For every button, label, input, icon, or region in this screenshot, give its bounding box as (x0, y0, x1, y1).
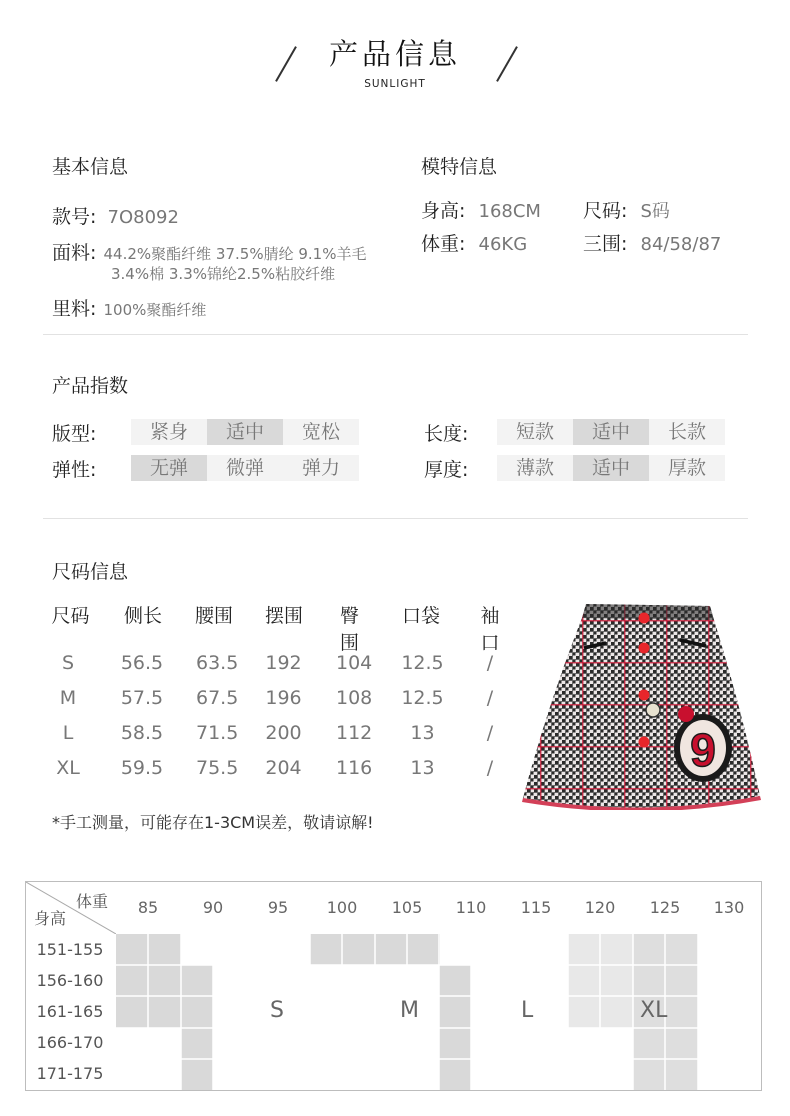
fabric-line2: 3.4%棉 3.3%锦纶2.5%粘胶纤维 (111, 265, 336, 283)
elasticity-option-selected: 无弹 (131, 455, 207, 481)
size-cell: 59.5 (120, 757, 164, 779)
weight-header: 125 (649, 898, 681, 917)
page-subtitle: SUNLIGHT (364, 78, 426, 90)
lining-label: 里料: (52, 298, 97, 320)
style-number-value: 7O8092 (107, 207, 179, 228)
size-header-cell: 尺码 (51, 605, 90, 627)
weight-header: 115 (520, 898, 552, 917)
size-cell: 200 (265, 722, 302, 744)
size-region-s (116, 934, 213, 1090)
size-chart-corner-height: 身高 (34, 909, 67, 928)
size-row-xl (48, 757, 497, 779)
size-cell: / (486, 757, 494, 779)
divider-1 (43, 334, 748, 335)
size-info-title: 尺码信息 (52, 561, 129, 583)
skirt-patch-number: 9 (690, 724, 716, 776)
size-cell: 12.5 (401, 652, 444, 674)
size-cell: 112 (336, 722, 373, 744)
style-number-label: 款号: (52, 206, 97, 228)
weight-header: 130 (713, 898, 745, 917)
lining-value: 100%聚酯纤维 (103, 301, 207, 319)
model-weight-label: 体重: (421, 233, 466, 255)
height-header: 161-165 (36, 1002, 104, 1021)
fabric-line1: 44.2%聚酯纤维 37.5%腈纶 9.1%羊毛 (103, 245, 367, 263)
length-option: 短款 (497, 419, 573, 445)
size-cell: 192 (265, 652, 302, 674)
size-label-l: L (521, 998, 534, 1023)
fit-label: 版型: (52, 423, 97, 445)
height-header: 151-155 (36, 940, 104, 959)
weight-header: 100 (326, 898, 358, 917)
size-cell: 196 (265, 687, 302, 709)
elasticity-label: 弹性: (52, 459, 97, 481)
weight-header: 105 (391, 898, 423, 917)
size-cell: L (62, 722, 74, 744)
length-scale (497, 419, 725, 445)
style-number (52, 202, 179, 229)
size-chart-grid (25, 881, 762, 1091)
weight-header: 120 (584, 898, 616, 917)
size-cell: 108 (336, 687, 373, 709)
model-height-label: 身高: (421, 200, 466, 222)
size-label-m: M (400, 998, 419, 1023)
size-cell: / (486, 687, 494, 709)
size-cell: / (486, 652, 494, 674)
size-cell: 104 (336, 652, 373, 674)
model-measurements (583, 229, 721, 256)
lining (52, 294, 206, 321)
size-cell: / (486, 722, 494, 744)
elasticity-option: 弹力 (283, 455, 359, 481)
size-cell: 57.5 (120, 687, 164, 709)
size-table-header (48, 601, 504, 655)
height-header: 166-170 (36, 1033, 104, 1052)
fit-option: 紧身 (131, 419, 207, 445)
size-chart-corner-weight: 体重 (76, 892, 109, 911)
model-weight-value: 46KG (478, 234, 528, 255)
size-header-cell: 腰围 (194, 605, 233, 627)
size-label-s: S (270, 998, 284, 1023)
thickness-option-selected: 适中 (573, 455, 649, 481)
size-header-cell: 臀围 (339, 605, 359, 654)
size-row-m (48, 687, 497, 709)
size-header-cell: 侧长 (123, 605, 162, 627)
weight-header: 110 (455, 898, 487, 917)
size-row-s (48, 652, 497, 674)
size-row-l (48, 722, 497, 744)
page-title: 产品信息 (328, 37, 461, 71)
size-header-cell: 口袋 (401, 605, 440, 627)
fit-option: 宽松 (283, 419, 359, 445)
weight-header: 95 (267, 898, 289, 917)
height-header: 156-160 (36, 971, 104, 990)
weight-header: 85 (137, 898, 159, 917)
length-option-selected: 适中 (573, 419, 649, 445)
height-header: 171-175 (36, 1064, 104, 1083)
measurement-note: *手工测量，可能存在1-3CM误差，敬请谅解! (52, 813, 374, 832)
model-weight (421, 229, 527, 256)
size-chart-weight-row (116, 882, 762, 934)
size-cell: 12.5 (401, 687, 444, 709)
size-cell: 75.5 (196, 757, 239, 779)
size-cell: 116 (336, 757, 373, 779)
size-cell: M (59, 687, 77, 709)
size-cell: 13 (410, 722, 435, 744)
size-cell: S (61, 652, 75, 674)
size-cell: 204 (265, 757, 302, 779)
model-info-title: 模特信息 (421, 156, 498, 178)
size-cell: 67.5 (196, 687, 239, 709)
size-label-xl: XL (640, 998, 668, 1023)
elasticity-scale (131, 455, 359, 481)
elasticity-option: 微弹 (207, 455, 283, 481)
thickness-option: 厚款 (649, 455, 725, 481)
size-cell: 58.5 (120, 722, 164, 744)
size-region-m (310, 934, 471, 1090)
fabric (52, 238, 366, 265)
length-label: 长度: (424, 423, 469, 445)
thickness-label: 厚度: (424, 459, 469, 481)
basic-info-title: 基本信息 (52, 156, 129, 178)
model-height-value: 168CM (478, 201, 541, 222)
model-height (421, 196, 541, 223)
size-cell: 63.5 (196, 652, 239, 674)
size-cell: 56.5 (120, 652, 164, 674)
model-size-value: S码 (640, 201, 670, 222)
model-measurements-label: 三围: (583, 233, 628, 255)
size-cell: XL (56, 757, 80, 779)
product-index-title: 产品指数 (52, 375, 129, 397)
size-header-cell: 袖口 (480, 605, 500, 654)
model-size (583, 196, 670, 223)
divider-2 (43, 518, 748, 519)
size-cell: 13 (410, 757, 435, 779)
weight-header: 90 (202, 898, 224, 917)
size-header-cell: 摆围 (264, 605, 303, 627)
fabric-label: 面料: (52, 242, 97, 264)
length-option: 长款 (649, 419, 725, 445)
skirt-image (520, 600, 765, 810)
size-cell: 71.5 (196, 722, 239, 744)
model-size-label: 尺码: (583, 200, 628, 222)
thickness-option: 薄款 (497, 455, 573, 481)
model-measurements-value: 84/58/87 (640, 234, 722, 255)
thickness-scale (497, 455, 725, 481)
fit-option-selected: 适中 (207, 419, 283, 445)
fit-scale (131, 419, 359, 445)
